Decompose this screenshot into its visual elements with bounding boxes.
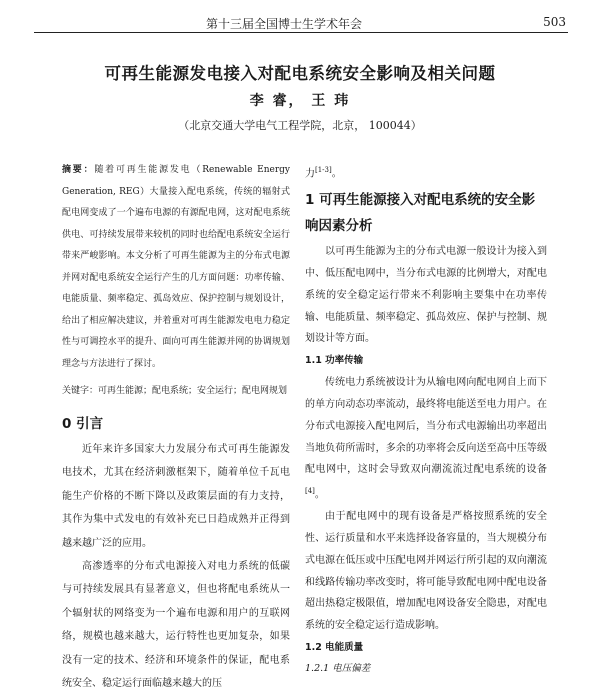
keywords-label: 关键字： — [62, 386, 99, 396]
intro-paragraph-2: 高渗透率的分布式电源接入对电力系统的低碳与可持续发展具有显著意义，但也将配电系统从一个辐射状的网络变为一个遍布电源和用户的互联网络，规模也越来越大，运行特性也更加复杂，如果没有一定的技术、经济和环境条件的保证，配电系统安全、稳定运行面临越来越大的压 — [62, 561, 290, 690]
journal-name: 第十三届全国博士生学术年会 — [206, 17, 363, 31]
paper-authors: 李 睿， 王 玮 — [249, 93, 351, 109]
paper-title: 可再生能源发电接入对配电系统安全影响及相关问题 — [104, 64, 496, 83]
author-affiliation: （北京交通大学电气工程学院，北京， 100044） — [178, 119, 422, 132]
running-header — [34, 14, 568, 33]
abstract — [62, 160, 290, 375]
section1-paragraph-1: 以可再生能源为主的分布式电源一般设计为接入到中、低压配电网中，当分布式电源的比例增大，对配电系统的安全稳定运行带来不利影响主要集中在功率传输、电能质量、频率稳定、孤岛效应、保护与控制、规划设计等方面。 — [305, 246, 547, 345]
keywords — [62, 381, 290, 402]
subsection-heading-1-1: 1.1 功率传输 — [305, 355, 364, 367]
paragraph-end: 。 — [314, 489, 325, 501]
section1-1-paragraph-2: 由于配电网中的现有设备是严格按照系统的安全性、运行质量和水平来选择设备容量的，当大规模分布式电源在低压或中压配电网并网运行所引起的双向潮流和线路传输功率改变时，将可能导致配电网中配电设备超出热稳定极限值，增加配电网设备安全隐患，对配电系统的安全稳定运行造成影响。 — [305, 511, 547, 632]
paragraph-text: 传统电力系统被设计为从输电网向配电网自上而下的单方向动态功率流动，最终将电能送至电力用户。在分布式电源接入配电网后，当分布式电源输出功率超出当地负荷所需时，多余的功率将会反向送至高中压等级配电网中，这时会导致双向潮流流过配电系统的设备 — [305, 377, 547, 476]
citation-ref: [1-3] — [315, 166, 332, 174]
section1-1-paragraph-1 — [305, 372, 547, 506]
subsection-heading-1-2-1: 1.2.1 电压偏差 — [305, 663, 371, 674]
left-column — [62, 160, 290, 695]
citation-ref: [4] — [305, 487, 315, 496]
section-heading-1: 1 可再生能源接入对配电系统的安全影响因素分析 — [305, 192, 536, 235]
continuation-end: 。 — [331, 168, 342, 180]
intro-continuation — [305, 160, 547, 185]
intro-paragraph-1: 近年来许多国家大力发展分布式可再生能源发电技术，尤其在经济刺激框架下，随着单位千瓦电能生产价格的不断下降以及政策层面的有力支持，其作为集中式发电的有效补充已日趋成熟并正得到越来越广泛的应用。 — [62, 444, 290, 549]
abstract-text: 随着可再生能源发电（Renewable Energy Generation, REG）大量接入配电系统，传统的辐射式配电网变成了一个遍布电源的有源配电网，这对配电系统供电、可持续发展带来较机的同时也给配电系统安全运行带来严峻影响。本文分析了可再生能源为主的分布式电源并网对配电系统安全运行产生的几方面问题：功率传输、电能质量、频率稳定、孤岛效应、保护控制与规划设计，给出了相应解决建议，并着重对可再生能源发电电力稳定性与可调控水平的提升、面向可再生能源并网的协调规划理念与方法进行了探讨。 — [62, 165, 290, 369]
subsection-heading-1-2: 1.2 电能质量 — [305, 642, 364, 653]
section-heading-introduction: 0 引言 — [62, 416, 104, 432]
continuation-text: 力 — [305, 168, 315, 180]
abstract-label: 摘要： — [62, 165, 95, 175]
keywords-text: 可再生能源；配电系统；安全运行；配电网规划 — [98, 386, 288, 396]
page-number: 503 — [543, 15, 566, 29]
right-column — [305, 160, 547, 680]
